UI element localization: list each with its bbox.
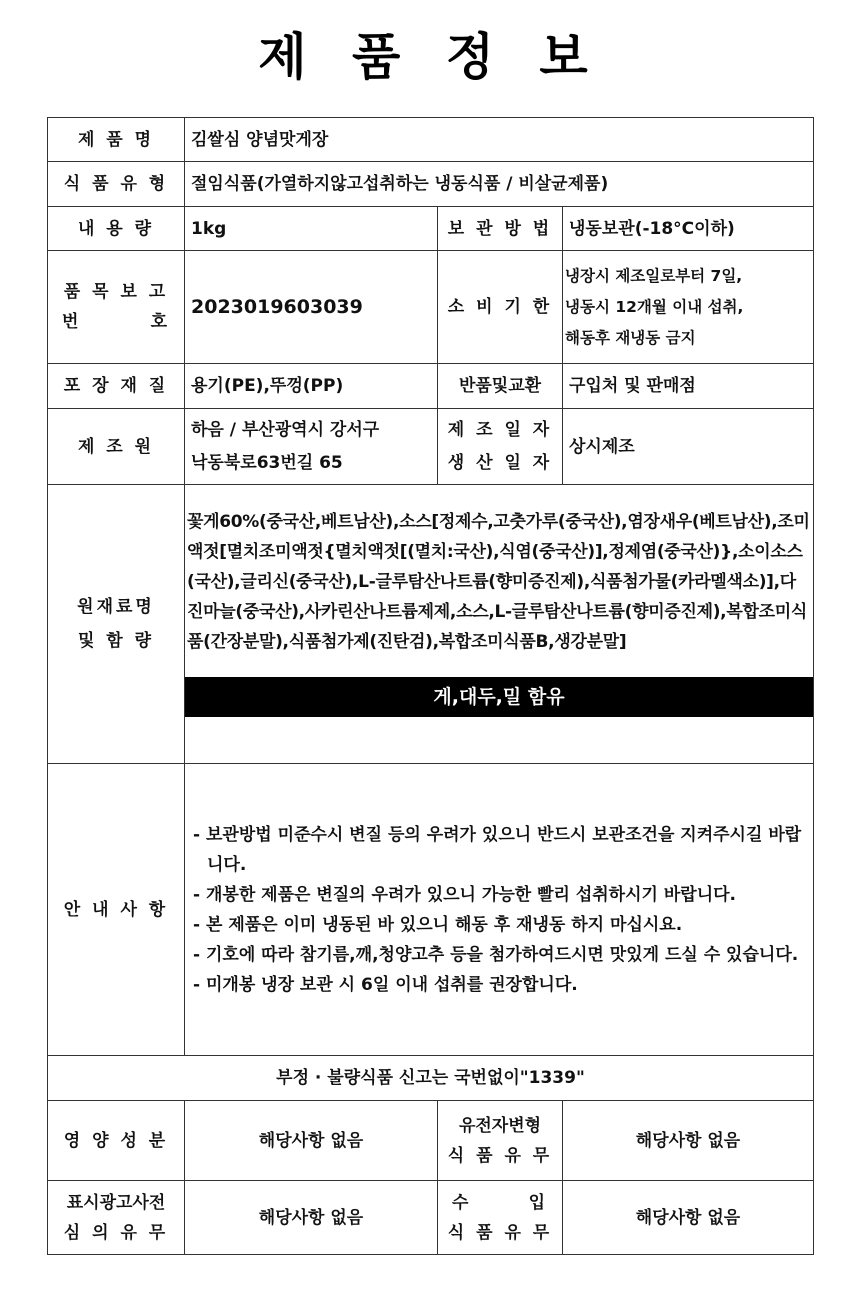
label-expiry: 소 비 기 한	[438, 251, 563, 364]
label-line: 식 품 유 무	[447, 1222, 553, 1243]
value-mfg-date: 상시제조	[563, 409, 814, 485]
value-ad-review: 해당사항 없음	[185, 1181, 438, 1255]
product-info-table	[47, 117, 814, 1255]
label-product-name: 제 품 명	[48, 118, 185, 162]
label-part: 호	[150, 312, 170, 332]
notice-item: - 보관방법 미준수시 변질 등의 우려가 있으니 반드시 보관조건을 지켜주시길 바랍니다.	[193, 824, 802, 875]
label-nutrition: 영 양 성 분	[48, 1101, 185, 1181]
value-nutrition: 해당사항 없음	[185, 1101, 438, 1181]
row-food-type	[48, 162, 814, 207]
expiry-line: 해동후 재냉동 금지	[565, 328, 696, 347]
label-content: 내 용 량	[48, 207, 185, 251]
row-product-name	[48, 118, 814, 162]
label-report-no	[48, 251, 185, 364]
label-gmo	[438, 1101, 563, 1181]
label-manufacturer: 제 조 원	[48, 409, 185, 485]
value-product-name: 김쌀심 양념맛게장	[185, 118, 814, 162]
value-content: 1kg	[185, 207, 438, 251]
label-part: 입	[528, 1192, 548, 1213]
notice-item: - 미개봉 냉장 보관 시 6일 이내 섭취를 권장합니다.	[193, 974, 578, 995]
notice-item: - 개봉한 제품은 변질의 우려가 있으니 가능한 빨리 섭취하시기 바랍니다.	[193, 884, 737, 905]
label-mfg-date	[438, 409, 563, 485]
allergen-banner: 게,대두,밀 함유	[185, 677, 813, 717]
label-line: 식 품 유 무	[447, 1145, 553, 1166]
value-food-type: 절임식품(가열하지않고섭취하는 냉동식품 / 비살균제품)	[185, 162, 814, 207]
value-packaging: 용기(PE),뚜껑(PP)	[185, 364, 438, 409]
report-hotline: 부정 · 불량식품 신고는 국번없이"1339"	[48, 1056, 814, 1101]
row-manufacturer	[48, 409, 814, 485]
label-food-type: 식 품 유 형	[48, 162, 185, 207]
row-nutrition	[48, 1101, 814, 1181]
label-line: 및 함 량	[77, 631, 155, 651]
row-ad-review	[48, 1181, 814, 1255]
manufacturer-line: 낙동북로63번길 65	[191, 452, 343, 473]
ingredients-cell	[185, 485, 814, 764]
row-notice	[48, 764, 814, 1056]
row-report-no	[48, 251, 814, 364]
value-report-no: 2023019603039	[185, 251, 438, 364]
notice-item: - 기호에 따라 참기름,깨,청양고추 등을 첨가하여드시면 맛있게 드실 수 있습니다.	[193, 944, 799, 965]
notice-cell	[185, 764, 814, 1056]
row-packaging	[48, 364, 814, 409]
expiry-line: 냉동시 12개월 이내 섭취,	[565, 297, 744, 316]
label-line: 생 산 일 자	[447, 452, 553, 473]
value-imported: 해당사항 없음	[563, 1181, 814, 1255]
value-expiry	[563, 251, 814, 364]
label-line: 심 의 유 무	[63, 1222, 169, 1243]
label-notice: 안 내 사 항	[48, 764, 185, 1056]
label-line: 유전자변형	[458, 1115, 542, 1136]
label-part: 수	[452, 1192, 472, 1213]
label-line: 원재료명	[77, 597, 155, 617]
label-line	[444, 1188, 556, 1218]
label-imported	[438, 1181, 563, 1255]
label-ingredients	[48, 485, 185, 764]
label-ad-review	[48, 1181, 185, 1255]
value-storage: 냉동보관(-18°C이하)	[563, 207, 814, 251]
manufacturer-line: 하음 / 부산광역시 강서구	[191, 419, 380, 440]
label-part: 번	[62, 312, 82, 332]
label-storage: 보 관 방 법	[438, 207, 563, 251]
page-title: 제 품 정 보	[258, 28, 602, 86]
label-report-no-line2	[54, 307, 178, 337]
label-returns: 반품및교환	[438, 364, 563, 409]
expiry-line: 냉장시 제조일로부터 7일,	[565, 266, 743, 285]
value-manufacturer	[185, 409, 438, 485]
row-report-line	[48, 1056, 814, 1101]
label-packaging: 포 장 재 질	[48, 364, 185, 409]
label-line: 표시광고사전	[66, 1192, 166, 1213]
label-line: 제 조 일 자	[447, 419, 553, 440]
ingredients-text: 꽃게60%(중국산,베트남산),소스[정제수,고춧가루(중국산),염장새우(베트남산),조미액젓[멸치조미액젓{멸치액젓[(멸치:국산),식염(중국산)],정제염(중국산)},소이소스(국산),글리신(중국산),L-글루탐산나트륨(향미증진제),식품첨가물(카라멜색소)],다진마늘(중국산),사카린산나트륨제제,소스,L-글루탐산나트륨(향미증진제),복합조미식품(간장분말),식품첨가제(진탄검),복합조미식품B,생강분말]	[187, 512, 810, 652]
notice-item: - 본 제품은 이미 냉동된 바 있으니 해동 후 재냉동 하지 마십시요.	[193, 914, 683, 935]
row-ingredients	[48, 485, 814, 764]
value-gmo: 해당사항 없음	[563, 1101, 814, 1181]
row-content	[48, 207, 814, 251]
value-returns: 구입처 및 판매점	[563, 364, 814, 409]
label-report-no-line1: 품 목 보 고	[63, 282, 169, 302]
